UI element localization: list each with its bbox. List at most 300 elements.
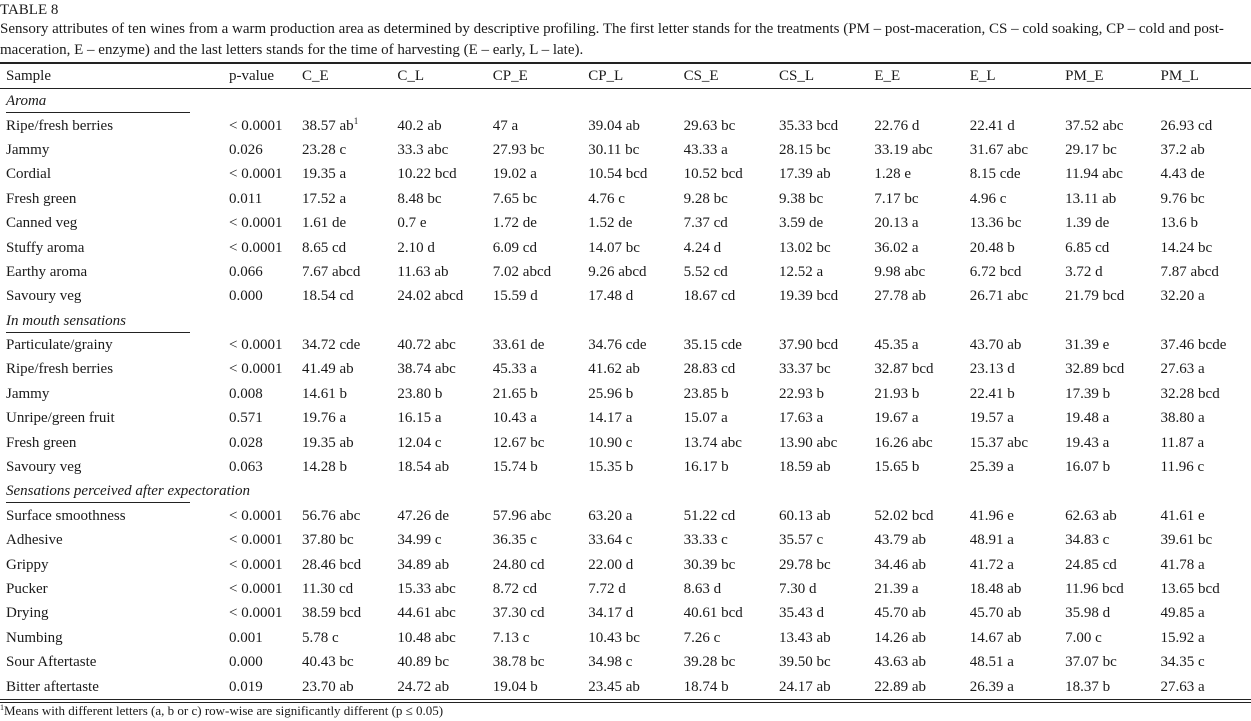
value-cell bbox=[297, 577, 392, 601]
value-cell bbox=[488, 528, 583, 552]
value-cell-text: 4.96 c bbox=[969, 190, 1007, 207]
value-cell-text: 19.35 a bbox=[302, 166, 347, 183]
value-cell bbox=[679, 528, 774, 552]
value-cell-text: 8.15 cde bbox=[969, 166, 1021, 183]
value-cell-text: 7.00 c bbox=[1065, 629, 1102, 646]
value-cell bbox=[1156, 552, 1251, 576]
value-cell bbox=[488, 333, 583, 357]
value-cell bbox=[488, 504, 583, 528]
footnote-text: Means with different letters (a, b or c) row-wise are significantly different (p ≤ 0.05) bbox=[4, 703, 444, 718]
value-cell bbox=[583, 211, 678, 235]
table-row bbox=[0, 187, 1251, 211]
value-cell bbox=[583, 357, 678, 381]
value-cell-text: 7.72 d bbox=[588, 581, 626, 597]
value-cell bbox=[965, 235, 1060, 259]
value-cell bbox=[679, 357, 774, 381]
value-cell bbox=[297, 430, 392, 454]
p-value-cell bbox=[222, 138, 297, 162]
value-cell-text: 20.13 a bbox=[874, 215, 919, 232]
value-cell bbox=[869, 406, 964, 430]
value-cell-text: 37.07 bc bbox=[1065, 654, 1117, 671]
value-cell bbox=[392, 430, 487, 454]
p-value-cell bbox=[222, 260, 297, 284]
value-cell-text: 11.96 c bbox=[1160, 459, 1205, 476]
value-cell-text: 23.13 d bbox=[969, 361, 1015, 378]
value-cell bbox=[297, 504, 392, 528]
value-cell-text: 14.07 bc bbox=[588, 239, 640, 256]
attribute-name-text: Jammy bbox=[6, 385, 50, 402]
value-cell bbox=[679, 601, 774, 625]
value-cell-text: 1.39 de bbox=[1065, 215, 1110, 232]
value-cell-text: 13.6 b bbox=[1160, 215, 1199, 232]
table-row bbox=[0, 406, 1251, 430]
value-cell bbox=[583, 504, 678, 528]
value-cell bbox=[1060, 382, 1155, 406]
attribute-name-text: Grippy bbox=[6, 556, 49, 573]
value-cell bbox=[965, 211, 1060, 235]
value-cell bbox=[1156, 626, 1251, 650]
header-row bbox=[0, 63, 1251, 89]
value-cell-text: 34.72 cde bbox=[302, 337, 361, 354]
value-cell-text: 41.61 e bbox=[1160, 507, 1205, 524]
value-cell-text: 19.67 a bbox=[874, 410, 919, 427]
value-cell bbox=[774, 162, 869, 186]
value-cell-text: 6.09 cd bbox=[492, 239, 537, 256]
value-cell bbox=[297, 455, 392, 479]
value-cell-text: 39.61 bc bbox=[1160, 532, 1213, 549]
attribute-name-text: Surface smoothness bbox=[6, 507, 126, 524]
p-value-cell-text: 0.001 bbox=[229, 629, 263, 646]
p-value-cell-text: 0.011 bbox=[229, 190, 263, 207]
p-value-cell bbox=[222, 162, 297, 186]
value-cell bbox=[488, 138, 583, 162]
value-cell-text: 26.71 abc bbox=[969, 288, 1029, 305]
value-cell bbox=[488, 235, 583, 259]
value-cell-text: 14.67 ab bbox=[969, 629, 1022, 646]
value-cell-text: 38.59 bcd bbox=[302, 605, 362, 622]
value-cell-text: 22.89 ab bbox=[874, 678, 927, 695]
value-cell bbox=[1156, 382, 1251, 406]
value-cell-text: 1.52 de bbox=[588, 215, 633, 232]
value-cell-text: 17.63 a bbox=[778, 410, 824, 427]
value-cell bbox=[297, 113, 392, 137]
attribute-name bbox=[0, 674, 222, 700]
attribute-name bbox=[0, 333, 222, 357]
value-cell-text: 13.43 ab bbox=[778, 629, 831, 646]
value-cell bbox=[392, 113, 487, 137]
value-cell-text: 41.49 ab bbox=[302, 361, 354, 378]
value-cell bbox=[869, 235, 964, 259]
value-cell bbox=[1060, 430, 1155, 454]
value-cell-text: 8.65 cd bbox=[302, 239, 347, 256]
value-cell-text: 26.39 a bbox=[969, 678, 1014, 695]
value-cell bbox=[488, 552, 583, 576]
value-cell bbox=[583, 333, 678, 357]
value-cell-text: 7.65 bc bbox=[492, 190, 537, 207]
attribute-name-text: Fresh green bbox=[6, 190, 77, 207]
value-cell-text: 16.07 b bbox=[1065, 459, 1111, 476]
value-cell bbox=[297, 138, 392, 162]
value-cell bbox=[774, 235, 869, 259]
value-cell-text: 45.70 ab bbox=[874, 605, 927, 622]
value-cell-text: 29.17 bc bbox=[1065, 141, 1117, 158]
value-cell-text: 22.41 d bbox=[969, 117, 1015, 134]
attribute-name bbox=[0, 601, 222, 625]
value-cell-text: 9.38 bc bbox=[778, 190, 824, 207]
attribute-name bbox=[0, 577, 222, 601]
value-cell-text: 41.96 e bbox=[969, 507, 1014, 524]
value-cell bbox=[965, 577, 1060, 601]
value-cell bbox=[1156, 138, 1251, 162]
value-cell bbox=[1156, 406, 1251, 430]
value-cell-text: 48.91 a bbox=[969, 532, 1014, 549]
attribute-name bbox=[0, 382, 222, 406]
value-cell-text: 40.2 ab bbox=[397, 117, 442, 134]
value-cell-text: 18.67 cd bbox=[683, 288, 736, 305]
footnote bbox=[0, 703, 443, 719]
p-value-cell bbox=[222, 626, 297, 650]
value-cell-text: 29.78 bc bbox=[778, 556, 831, 573]
value-cell bbox=[297, 626, 392, 650]
value-cell bbox=[1156, 504, 1251, 528]
value-cell-text: 2.10 d bbox=[397, 239, 435, 256]
value-cell bbox=[774, 284, 869, 308]
p-value-cell bbox=[222, 528, 297, 552]
value-cell-text: 22.00 d bbox=[588, 556, 634, 573]
value-cell bbox=[679, 577, 774, 601]
value-cell bbox=[488, 284, 583, 308]
value-cell-text: 24.02 abcd bbox=[397, 288, 464, 305]
column-header: CS_E bbox=[683, 67, 719, 84]
attribute-name bbox=[0, 260, 222, 284]
value-cell-text: 38.74 abc bbox=[397, 361, 456, 378]
value-cell bbox=[1060, 674, 1155, 700]
attribute-name bbox=[0, 650, 222, 674]
value-cell bbox=[679, 626, 774, 650]
value-cell-text: 30.39 bc bbox=[683, 556, 736, 573]
value-cell bbox=[869, 113, 964, 137]
value-cell bbox=[965, 528, 1060, 552]
value-cell bbox=[1060, 552, 1155, 576]
value-cell-text: 40.89 bc bbox=[397, 654, 450, 671]
value-cell bbox=[774, 382, 869, 406]
value-cell-text: 19.48 a bbox=[1065, 410, 1110, 427]
value-cell bbox=[1156, 650, 1251, 674]
value-cell bbox=[297, 382, 392, 406]
attribute-name bbox=[0, 430, 222, 454]
attribute-name bbox=[0, 187, 222, 211]
value-cell-text: 23.85 b bbox=[683, 385, 729, 402]
value-cell-text: 39.28 bc bbox=[683, 654, 736, 671]
value-cell-text: 11.94 abc bbox=[1065, 166, 1123, 183]
value-cell-text: 10.90 c bbox=[588, 434, 633, 451]
value-cell-text: 18.54 ab bbox=[397, 459, 450, 476]
value-cell-text: 17.48 d bbox=[588, 288, 634, 305]
value-cell bbox=[297, 601, 392, 625]
value-cell bbox=[297, 650, 392, 674]
value-cell bbox=[1060, 235, 1155, 259]
value-cell bbox=[774, 187, 869, 211]
value-cell-text: 19.43 a bbox=[1065, 434, 1110, 451]
value-cell bbox=[392, 235, 487, 259]
value-cell bbox=[1060, 357, 1155, 381]
value-cell bbox=[965, 626, 1060, 650]
value-cell-text: 22.76 d bbox=[874, 117, 920, 134]
value-cell-text: 45.35 a bbox=[874, 337, 919, 354]
table-caption: Sensory attributes of ten wines from a warm production area as determined by descriptive profiling. The first letter stands for the treatments (PM – post-maceration, CS – cold soaking, CP – cold and post-maceration, E – enzyme) and the last letters stands for the time of harvesting (E – early, L – late). bbox=[0, 21, 1224, 58]
value-cell bbox=[1060, 406, 1155, 430]
table-row bbox=[0, 577, 1251, 601]
value-cell-text: 31.39 e bbox=[1065, 337, 1110, 354]
value-cell bbox=[392, 577, 487, 601]
section-row bbox=[0, 479, 1251, 503]
value-cell bbox=[488, 113, 583, 137]
value-cell-text: 34.99 c bbox=[397, 532, 442, 549]
value-cell bbox=[583, 187, 678, 211]
value-cell-text: 34.17 d bbox=[588, 605, 634, 622]
value-cell-text: 28.46 bcd bbox=[302, 556, 362, 573]
value-cell-text: 14.26 ab bbox=[874, 629, 927, 646]
value-cell bbox=[297, 211, 392, 235]
value-cell-text: 21.93 b bbox=[874, 385, 920, 402]
value-cell-text: 18.48 ab bbox=[969, 581, 1022, 597]
value-cell bbox=[965, 674, 1060, 700]
value-cell bbox=[869, 455, 964, 479]
value-cell-text: 27.78 ab bbox=[874, 288, 927, 305]
value-cell bbox=[869, 382, 964, 406]
value-cell bbox=[869, 162, 964, 186]
value-cell bbox=[488, 601, 583, 625]
value-cell bbox=[297, 528, 392, 552]
value-cell bbox=[679, 260, 774, 284]
value-cell bbox=[583, 284, 678, 308]
value-cell-text: 13.90 abc bbox=[778, 434, 838, 451]
p-value-cell-text: < 0.0001 bbox=[229, 532, 283, 549]
value-cell-text: 35.57 c bbox=[778, 532, 824, 549]
value-cell bbox=[774, 504, 869, 528]
value-cell bbox=[392, 528, 487, 552]
value-cell-text: 15.92 a bbox=[1160, 629, 1205, 646]
value-cell bbox=[869, 528, 964, 552]
value-cell bbox=[1156, 260, 1251, 284]
value-cell-text: 29.63 bc bbox=[683, 117, 736, 134]
table-row bbox=[0, 601, 1251, 625]
attribute-name-text: Bitter aftertaste bbox=[6, 678, 99, 695]
value-cell bbox=[583, 650, 678, 674]
p-value-cell bbox=[222, 650, 297, 674]
value-cell-text: 10.52 bcd bbox=[683, 166, 743, 183]
section-row bbox=[0, 89, 1251, 114]
value-cell bbox=[488, 430, 583, 454]
value-cell bbox=[1156, 601, 1251, 625]
value-cell-text: 13.02 bc bbox=[778, 239, 831, 256]
value-cell-text: 37.90 bcd bbox=[778, 337, 839, 354]
value-cell-text: 11.30 cd bbox=[302, 581, 354, 597]
value-cell bbox=[869, 357, 964, 381]
value-cell-text: 15.33 abc bbox=[397, 581, 456, 597]
value-cell bbox=[1156, 455, 1251, 479]
value-cell-text: 38.80 a bbox=[1160, 410, 1205, 427]
value-cell bbox=[965, 284, 1060, 308]
value-cell-text: 44.61 abc bbox=[397, 605, 456, 622]
value-cell bbox=[774, 674, 869, 700]
attribute-name-text: Sour Aftertaste bbox=[6, 654, 97, 671]
value-cell-text: 43.63 ab bbox=[874, 654, 927, 671]
value-cell-text: 10.22 bcd bbox=[397, 166, 457, 183]
value-cell bbox=[774, 577, 869, 601]
value-cell bbox=[1060, 187, 1155, 211]
p-value-cell-text: 0.026 bbox=[229, 141, 263, 158]
value-cell bbox=[488, 455, 583, 479]
value-cell bbox=[965, 187, 1060, 211]
value-cell-text: 17.52 a bbox=[302, 190, 347, 207]
value-cell bbox=[774, 601, 869, 625]
value-cell bbox=[869, 187, 964, 211]
table-row bbox=[0, 138, 1251, 162]
value-cell bbox=[1156, 577, 1251, 601]
value-cell-text: 7.87 abcd bbox=[1160, 263, 1219, 280]
value-cell bbox=[965, 430, 1060, 454]
p-value-cell-text: < 0.0001 bbox=[229, 239, 283, 256]
value-cell-text: 28.15 bc bbox=[778, 141, 831, 158]
value-cell-text: 35.33 bcd bbox=[778, 117, 839, 134]
value-cell bbox=[1060, 504, 1155, 528]
attribute-name bbox=[0, 504, 222, 528]
value-cell bbox=[583, 162, 678, 186]
value-cell-text: 15.35 b bbox=[588, 459, 634, 476]
value-cell bbox=[488, 626, 583, 650]
value-cell-text: 39.04 ab bbox=[588, 117, 640, 134]
value-cell bbox=[869, 626, 964, 650]
value-cell bbox=[679, 674, 774, 700]
value-cell bbox=[583, 455, 678, 479]
p-value-cell bbox=[222, 552, 297, 576]
value-cell bbox=[488, 260, 583, 284]
value-cell-text: 11.96 bcd bbox=[1065, 581, 1124, 597]
attribute-name-text: Stuffy aroma bbox=[6, 239, 85, 256]
value-cell-text: 7.13 c bbox=[492, 629, 530, 646]
attribute-name-text: Particulate/grainy bbox=[6, 337, 113, 354]
value-cell-text: 3.59 de bbox=[778, 215, 824, 232]
table-row bbox=[0, 504, 1251, 528]
value-cell bbox=[1156, 162, 1251, 186]
value-cell bbox=[583, 552, 678, 576]
value-cell bbox=[965, 138, 1060, 162]
value-cell bbox=[869, 674, 964, 700]
p-value-cell bbox=[222, 333, 297, 357]
value-cell-text: 15.59 d bbox=[492, 288, 538, 305]
value-cell bbox=[679, 162, 774, 186]
value-cell bbox=[392, 504, 487, 528]
value-cell bbox=[774, 138, 869, 162]
value-cell-text: 11.87 a bbox=[1160, 434, 1205, 451]
value-cell-text: 34.76 cde bbox=[588, 337, 647, 354]
value-cell bbox=[679, 113, 774, 137]
value-cell-text: 37.30 cd bbox=[492, 605, 545, 622]
value-cell bbox=[297, 357, 392, 381]
value-cell bbox=[488, 406, 583, 430]
value-cell bbox=[583, 113, 678, 137]
value-cell-text: 33.33 c bbox=[683, 532, 728, 549]
column-header: p-value bbox=[229, 67, 274, 84]
value-cell-text: 51.22 cd bbox=[683, 507, 736, 524]
value-cell-text: 52.02 bcd bbox=[874, 507, 934, 524]
p-value-cell bbox=[222, 284, 297, 308]
value-cell bbox=[774, 333, 869, 357]
value-cell bbox=[297, 406, 392, 430]
value-cell-text: 36.35 c bbox=[492, 532, 537, 549]
value-cell-text: 34.83 c bbox=[1065, 532, 1110, 549]
value-cell-text: 24.80 cd bbox=[492, 556, 545, 573]
value-cell bbox=[392, 601, 487, 625]
value-cell-text: 38.78 bc bbox=[492, 654, 545, 671]
value-cell bbox=[1156, 674, 1251, 700]
value-cell bbox=[583, 235, 678, 259]
value-cell bbox=[774, 211, 869, 235]
value-cell-text: 35.15 cde bbox=[683, 337, 742, 354]
value-cell-text: 33.3 abc bbox=[397, 141, 449, 158]
value-cell bbox=[1156, 187, 1251, 211]
value-cell-text: 18.54 cd bbox=[302, 288, 354, 305]
value-cell bbox=[392, 552, 487, 576]
p-value-cell bbox=[222, 577, 297, 601]
value-cell-text: 38.57 ab bbox=[302, 117, 354, 134]
value-cell bbox=[583, 260, 678, 284]
value-cell-text: 21.79 bcd bbox=[1065, 288, 1125, 305]
value-cell-text: 37.80 bc bbox=[302, 532, 354, 549]
value-cell bbox=[679, 333, 774, 357]
value-cell-text: 47.26 de bbox=[397, 507, 450, 524]
value-cell bbox=[679, 430, 774, 454]
value-cell bbox=[392, 357, 487, 381]
value-cell-text: 34.98 c bbox=[588, 654, 633, 671]
value-cell bbox=[869, 430, 964, 454]
value-cell bbox=[965, 162, 1060, 186]
value-cell-text: 30.11 bc bbox=[588, 141, 640, 158]
value-cell-text: 4.43 de bbox=[1160, 166, 1205, 183]
value-cell-text: 43.79 ab bbox=[874, 532, 927, 549]
value-cell-text: 34.89 ab bbox=[397, 556, 450, 573]
table-label: TABLE 8 bbox=[0, 2, 59, 18]
value-cell-text: 0.7 e bbox=[397, 215, 427, 232]
attribute-name-text: Unripe/green fruit bbox=[6, 410, 115, 427]
value-cell-text: 7.02 abcd bbox=[492, 263, 552, 280]
p-value-cell-text: < 0.0001 bbox=[229, 337, 283, 354]
value-cell-text: 19.35 ab bbox=[302, 434, 354, 451]
value-cell bbox=[679, 187, 774, 211]
table-row bbox=[0, 528, 1251, 552]
value-cell bbox=[965, 357, 1060, 381]
value-cell-text: 56.76 abc bbox=[302, 507, 361, 524]
value-cell bbox=[965, 552, 1060, 576]
value-cell bbox=[965, 455, 1060, 479]
table-row bbox=[0, 260, 1251, 284]
value-cell bbox=[583, 138, 678, 162]
value-cell bbox=[392, 650, 487, 674]
value-cell bbox=[1060, 162, 1155, 186]
value-cell bbox=[583, 528, 678, 552]
table-row bbox=[0, 455, 1251, 479]
value-cell-text: 10.43 a bbox=[492, 410, 537, 427]
value-cell bbox=[297, 552, 392, 576]
value-cell-text: 16.15 a bbox=[397, 410, 442, 427]
attribute-name bbox=[0, 162, 222, 186]
value-cell bbox=[488, 674, 583, 700]
value-cell bbox=[679, 455, 774, 479]
value-cell bbox=[392, 138, 487, 162]
value-cell-text: 23.45 ab bbox=[588, 678, 640, 695]
value-cell bbox=[583, 577, 678, 601]
